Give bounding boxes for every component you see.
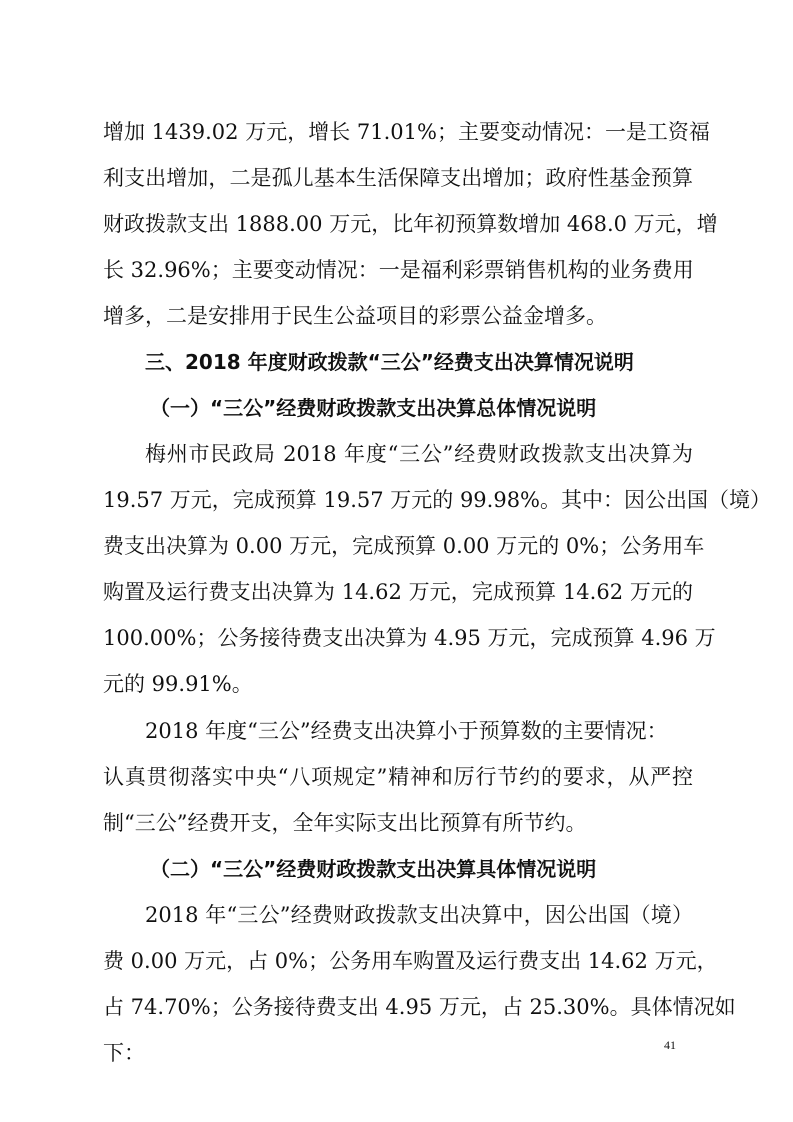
paragraph-line: 增加 1439.02 万元，增长 71.01%；主要变动情况：一是工资福 [103,120,710,144]
paragraph-line: 费 0.00 万元，占 0%；公务用车购置及运行费支出 14.62 万元， [103,949,718,973]
paragraph-line: 财政拨款支出 1888.00 万元，比年初预算数增加 468.0 万元，增 [103,212,718,236]
paragraph-line: 制“三公”经费开支，全年实际支出比预算有所节约。 [103,811,587,835]
paragraph-line: 增多，二是安排用于民生公益项目的彩票公益金增多。 [103,304,607,328]
paragraph-line: 认真贯彻落实中央“八项规定”精神和厉行节约的要求，从严控 [103,765,693,789]
paragraph-line: 下： [103,1041,145,1065]
paragraph-line: 梅州市民政局 2018 年度“三公”经费财政拨款支出决算为 [145,442,693,466]
paragraph-line: 100.00%；公务接待费支出决算为 4.95 万元，完成预算 4.96 万 [103,626,716,650]
paragraph-line: 长 32.96%；主要变动情况：一是福利彩票销售机构的业务费用 [103,258,694,282]
paragraph-line: 利支出增加，二是孤儿基本生活保障支出增加；政府性基金预算 [103,166,693,190]
paragraph-line: 元的 99.91%。 [103,672,253,696]
section-heading-3: 三、2018 年度财政拨款“三公”经费支出决算情况说明 [145,350,634,374]
paragraph-line: 2018 年“三公”经费财政拨款支出决算中，因公出国（境） [145,903,693,927]
paragraph-line: 占 74.70%；公务接待费支出 4.95 万元，占 25.30%。具体情况如 [103,995,736,1019]
subsection-heading-2: （二）“三公”经费财政拨款支出决算具体情况说明 [150,857,597,881]
subsection-heading-1: （一）“三公”经费财政拨款支出决算总体情况说明 [150,396,597,420]
paragraph-line: 购置及运行费支出决算为 14.62 万元，完成预算 14.62 万元的 [103,580,693,604]
page-number: 41 [664,1038,676,1052]
paragraph-line: 19.57 万元，完成预算 19.57 万元的 99.98%。其中：因公出国（境） [103,488,772,512]
paragraph-line: 2018 年度“三公”经费支出决算小于预算数的主要情况： [145,719,668,743]
paragraph-line: 费支出决算为 0.00 万元，完成预算 0.00 万元的 0%；公务用车 [103,534,705,558]
